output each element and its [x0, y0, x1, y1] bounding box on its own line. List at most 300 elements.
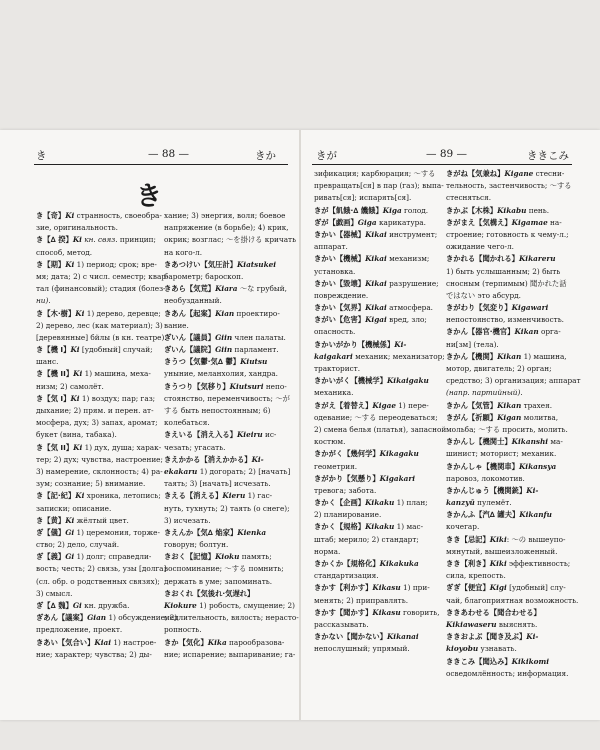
- entry-text: 3) намерение, склонность; 4) ра-: [36, 466, 163, 476]
- entry-text: мянутый, вышеизложенный.: [446, 546, 558, 556]
- entry-text: 1) машина, меха-: [82, 369, 151, 379]
- headword: きおくれ【気後れ·気遅れ】: [164, 588, 255, 598]
- entry-text: 1) настрое-: [111, 637, 157, 647]
- romaji: Gi: [65, 527, 75, 537]
- entry-text: штаб; мерило; 2) стандарт;: [314, 534, 419, 544]
- entry-line: [36, 429, 154, 441]
- entry-line: [164, 539, 286, 551]
- romaji: Kiutsuri: [229, 381, 264, 391]
- romaji: Kikai: [365, 254, 387, 264]
- entry-line: [446, 205, 574, 217]
- romaji: Ki: [75, 308, 85, 318]
- headword: きか【気化】: [164, 637, 208, 647]
- romaji: ekakaru: [164, 466, 198, 476]
- headword: き【記·紀】: [36, 491, 76, 501]
- romaji: Giin: [215, 345, 233, 355]
- entry-line: [314, 168, 439, 180]
- entry-text: парообразова-: [226, 637, 285, 647]
- headword: きがまえ【気構え】: [446, 217, 512, 227]
- headword: きかく【企画】: [314, 498, 366, 508]
- entry-text: 1) гас-: [245, 491, 273, 501]
- entry-line: [164, 271, 286, 283]
- entry-text: молитва,: [521, 412, 559, 422]
- entry-text: [удобный] слу-: [506, 583, 566, 593]
- entry-line: [314, 314, 439, 326]
- romaji: Kieiru: [236, 430, 263, 440]
- entry-text: карикатура.: [376, 217, 426, 227]
- entry-line: [164, 551, 286, 563]
- entry-line: [314, 229, 439, 241]
- entry-text: зификация; карбюрация; ～する: [314, 169, 436, 178]
- romaji: Kikan: [497, 400, 522, 410]
- entry-line: [446, 314, 574, 326]
- entry-text: 1) машина,: [521, 351, 567, 361]
- headword: きかい【毀壊】: [314, 278, 366, 288]
- entry-line: [314, 363, 439, 375]
- romaji: Kigakari: [379, 473, 416, 483]
- entry-text: 1) обсуждение; 2): [106, 613, 178, 623]
- entry-line: [446, 595, 579, 607]
- romaji: Kikan: [514, 327, 539, 337]
- headword: きがね【気兼ね】: [446, 169, 505, 178]
- romaji: Kikaku: [365, 522, 395, 532]
- entry-text: непослушный; упрямый.: [314, 644, 410, 654]
- right-page-column-1: [314, 168, 447, 656]
- headword: きがわり【気変り】: [446, 303, 512, 313]
- entry-line: [446, 241, 574, 253]
- entry-text: мя; дата; 2) с числ. семестр; квар-: [36, 271, 169, 281]
- entry-text: 1) при-: [400, 583, 430, 593]
- entry-line: [36, 320, 163, 332]
- entry-line: [164, 612, 299, 624]
- entry-text: на кого-л.: [164, 247, 203, 257]
- entry-line: [446, 619, 574, 631]
- romaji: Kiga: [382, 205, 402, 215]
- headword: き【∆ 揆】: [36, 235, 73, 245]
- entry-text: ни[зм] (тела).: [446, 339, 499, 349]
- romaji: Kikiawaseru: [446, 619, 497, 629]
- entry-text: низм; 2) самолёт.: [36, 381, 104, 391]
- entry-text: сила, крепость.: [446, 571, 506, 581]
- romaji: Kikai: [365, 278, 387, 288]
- entry-line: [314, 326, 439, 338]
- entry-line: [36, 563, 167, 575]
- entry-line: [446, 351, 574, 363]
- entry-text: 1) церемония, торже-: [74, 527, 160, 537]
- right-header-left: きが: [316, 150, 337, 162]
- romaji: kaigakari: [314, 351, 353, 361]
- entry-line: [314, 473, 439, 485]
- romaji: Kikan: [497, 351, 522, 361]
- headword: きかない【聞かない】: [314, 632, 387, 642]
- entry-text: тревога; забота.: [314, 485, 377, 495]
- entry-line: [446, 546, 574, 558]
- entry-text: дыхание; 2) прям. и перен. ат-: [36, 406, 154, 415]
- entry-line: [36, 271, 169, 283]
- headword: きおく【記憶】: [164, 552, 216, 562]
- entry-line: [314, 436, 439, 448]
- left-header-right: きか: [255, 150, 276, 162]
- entry-text: повреждение.: [314, 290, 369, 300]
- entry-line: [164, 234, 297, 246]
- romaji: Kikabu: [497, 205, 527, 215]
- entry-line: [36, 344, 154, 356]
- entry-line: [164, 356, 286, 368]
- entry-line: [314, 387, 439, 399]
- entry-line: [164, 442, 286, 454]
- left-header-rule: [34, 164, 288, 165]
- entry-line: [446, 558, 574, 570]
- entry-line: [314, 546, 439, 558]
- entry-line: [314, 485, 439, 497]
- headword: きかんしゃ【機関車】: [446, 461, 519, 471]
- headword: ぎ【義】: [36, 552, 66, 562]
- entry-text: чезать; угасать.: [164, 442, 226, 452]
- romaji: Kiki: [489, 559, 507, 568]
- headword: きえる【消える】: [164, 491, 223, 501]
- romaji: Kigamae: [511, 217, 548, 227]
- entry-line: [164, 259, 286, 271]
- entry-text: хание; 3) энергия, воля; боевое: [164, 211, 286, 220]
- entry-text: ние; испарение; выпаривание; га-: [164, 649, 296, 659]
- entry-line: [164, 478, 286, 490]
- headword: き【期】: [36, 259, 66, 269]
- entry-line: [36, 405, 154, 417]
- romaji: Kikaigaku: [386, 376, 429, 386]
- entry-line: [36, 283, 166, 295]
- entry-line: [314, 412, 439, 424]
- entry-line: [446, 387, 574, 399]
- entry-text: шинист; моторист; механик.: [446, 449, 557, 459]
- entry-text: 3) исчезать.: [164, 515, 211, 525]
- romaji: Ki: [72, 235, 82, 245]
- headword: き【気 II】: [36, 442, 74, 452]
- romaji: Kienka: [237, 527, 267, 537]
- entry-text: проектиро-: [234, 308, 280, 318]
- headword: きが【飢餓·∆ 饑餓】: [314, 205, 383, 215]
- entry-text: 1) быть услышанным; 2) быть: [446, 266, 561, 276]
- entry-text: 1) мас-: [394, 522, 424, 532]
- romaji: Ki: [75, 491, 85, 501]
- entry-text: ропность.: [164, 625, 202, 635]
- entry-line: [36, 393, 154, 405]
- headword: ききあわせる【聞合わせる】: [446, 607, 541, 617]
- entry-line: [314, 424, 447, 436]
- entry-line: [446, 485, 574, 497]
- entry-text: 1) пере-: [395, 400, 429, 410]
- romaji: Ki-: [526, 485, 539, 495]
- romaji: Kikasu: [372, 607, 401, 617]
- entry-text: пулемёт.: [474, 498, 512, 508]
- entry-line: [36, 259, 157, 271]
- headword: ききこみ【聞込み】: [446, 656, 512, 666]
- entry-text: механизм;: [386, 254, 430, 264]
- entry-line: [446, 448, 574, 460]
- entry-line: [36, 612, 178, 624]
- entry-text: орга-: [538, 327, 561, 337]
- entry-text: 1) робость, смущение; 2): [196, 601, 296, 610]
- entry-line: [314, 461, 439, 473]
- entry-text: напряжение (в борьбе); 4) крик,: [164, 223, 289, 233]
- romaji: Ki: [70, 345, 80, 355]
- romaji: Gi: [72, 601, 82, 610]
- entry-line: [36, 466, 163, 478]
- headword: ぎ【∆ 魏】: [36, 601, 73, 610]
- entry-line: [446, 302, 574, 314]
- romaji: Kikansya: [518, 461, 557, 471]
- entry-line: [36, 368, 154, 380]
- entry-text: инструмент;: [386, 229, 438, 239]
- entry-line: [164, 429, 286, 441]
- entry-text: предложение, проект.: [36, 625, 123, 635]
- headword: き【奇】: [36, 211, 66, 220]
- entry-text: сносным (терпимым) 聞かれた話: [446, 278, 567, 288]
- right-page-column-2: [446, 168, 581, 680]
- entry-line: [36, 381, 154, 393]
- entry-text: геометрия.: [314, 461, 358, 471]
- entry-text: эффективность;: [506, 559, 571, 568]
- romaji: Ki: [70, 393, 80, 403]
- entry-line: [314, 241, 439, 253]
- entry-text: 3) смысл.: [36, 588, 73, 598]
- entry-text: таять; 3) [начать] исчезать.: [164, 479, 271, 489]
- romaji: Ki: [73, 369, 83, 379]
- headword: きうつり【気移り】: [164, 381, 230, 391]
- entry-line: [314, 607, 439, 619]
- romaji: Gian: [87, 613, 107, 623]
- entry-line: [164, 308, 286, 320]
- entry-line: [164, 381, 286, 393]
- entry-line: [446, 217, 574, 229]
- entry-line: [36, 308, 161, 320]
- entry-line: [446, 534, 574, 546]
- entry-text: держать в уме; запоминать.: [164, 576, 273, 586]
- headword: きかれる【聞かれる】: [446, 254, 519, 264]
- romaji: Ki: [65, 259, 75, 269]
- entry-line: [164, 454, 286, 466]
- headword: きかす【聞かす】: [314, 607, 373, 617]
- entry-line: [314, 521, 439, 533]
- entry-text: на-: [547, 217, 562, 227]
- entry-line: [36, 527, 160, 539]
- headword: きえんか【気∆ 焔家】: [164, 527, 238, 537]
- entry-text: превращать[ся] в пар (газ); выпа-: [314, 181, 444, 191]
- headword: ぎぎ【便宜】: [446, 583, 490, 593]
- romaji: Kiatsukei: [236, 259, 277, 269]
- romaji: Kian: [215, 308, 235, 318]
- entry-text: механика.: [314, 388, 354, 398]
- headword: きかんし【機関士】: [446, 437, 512, 447]
- entry-text: вред, зло;: [386, 315, 427, 325]
- headword: き【機 II】: [36, 369, 74, 379]
- entry-line: [446, 570, 574, 582]
- entry-text: непостоянство, изменчивость.: [446, 315, 564, 325]
- entry-line: [36, 454, 163, 466]
- entry-line: [36, 624, 154, 636]
- entry-line: [36, 356, 154, 368]
- entry-line: [446, 424, 574, 436]
- entry-line: [36, 637, 157, 649]
- headword: きかい【気界】: [314, 303, 366, 313]
- romaji: Kigan: [497, 412, 522, 422]
- romaji: Kigane: [504, 169, 534, 178]
- headword: きかがく【幾何学】: [314, 449, 380, 459]
- entry-text: 2) дерево, лес (как материал); 3): [36, 320, 163, 330]
- entry-line: [314, 339, 439, 351]
- headword: きえかかる【消えかかる】: [164, 454, 252, 464]
- entry-line: [446, 229, 574, 241]
- entry-text: воспоминание; ～する помнить;: [164, 564, 284, 574]
- entry-line: [446, 400, 574, 412]
- romaji: Kikakuka: [379, 559, 419, 568]
- headword: きかんふ【汽∆ 罐夫】: [446, 510, 520, 520]
- romaji: Kikanshi: [511, 437, 549, 447]
- entry-line: [446, 375, 581, 387]
- entry-text: голод.: [401, 205, 429, 215]
- entry-line: [314, 180, 444, 192]
- entry-line: [164, 344, 286, 356]
- entry-text: уныние, меланхолия, хандра.: [164, 369, 278, 379]
- entry-line: [446, 497, 574, 509]
- entry-line: [446, 412, 574, 424]
- entry-text: окрик; возглас; ～を掛ける кричать: [164, 235, 297, 245]
- romaji: Kiai: [94, 637, 111, 647]
- headword: ぎ【儀】: [36, 527, 66, 537]
- entry-line: [314, 558, 439, 570]
- entry-text: вание.: [164, 320, 189, 330]
- entry-text: мотор, двигатель; 2) орган;: [446, 364, 552, 373]
- entry-line: [36, 503, 154, 515]
- entry-line: [314, 290, 439, 302]
- left-header-left: き: [36, 150, 47, 162]
- entry-line: [446, 473, 574, 485]
- headword: きかん【機関】: [446, 351, 498, 361]
- entry-text: вость; честь; 2) связь, узы [долга]: [36, 564, 167, 574]
- entry-text: выяснять.: [496, 619, 538, 629]
- entry-line: [164, 417, 286, 429]
- romaji: Ki-: [394, 339, 407, 349]
- entry-text: говорун; болтун.: [164, 540, 229, 550]
- entry-text: хроника, летопись;: [84, 491, 161, 501]
- entry-line: [314, 595, 439, 607]
- headword: きがい【危害】: [314, 315, 366, 325]
- headword: きあつけい【気圧計】: [164, 259, 237, 269]
- entry-line: [164, 527, 286, 539]
- entry-line: [446, 582, 574, 594]
- left-page-number: — 88 —: [148, 148, 190, 160]
- romaji: Ki-: [251, 454, 264, 464]
- entry-line: [164, 600, 296, 612]
- entry-line: [36, 417, 158, 429]
- entry-line: [164, 515, 286, 527]
- entry-line: [164, 320, 286, 332]
- entry-text: кн. дружба.: [81, 601, 130, 610]
- entry-text: нуть, тухнуть; 2) таять (о снеге);: [164, 503, 290, 513]
- entry-text: тельность, застенчивость; ～する: [446, 181, 572, 191]
- romaji: Kigi: [489, 583, 507, 593]
- entry-text: 1) догорать; 2) [начать]: [197, 466, 291, 476]
- entry-line: [164, 210, 286, 222]
- entry-line: [36, 210, 162, 222]
- romaji: Ki: [65, 515, 75, 525]
- entry-text: принцип;: [117, 235, 156, 245]
- entry-line: [446, 363, 574, 375]
- entry-line: [36, 222, 154, 234]
- romaji: Kiki: [489, 534, 507, 544]
- entry-line: [446, 339, 574, 351]
- headword: きがえ【着替え】: [314, 400, 373, 410]
- entry-text: стесни-: [533, 169, 565, 178]
- entry-line: [446, 461, 574, 473]
- entry-line: [446, 668, 574, 680]
- headword: きかぶ【木株】: [446, 205, 498, 215]
- entry-line: [314, 497, 439, 509]
- entry-line: [446, 631, 574, 643]
- entry-text: барометр; бароскоп.: [164, 271, 244, 281]
- headword: きかん【気管】: [446, 400, 498, 410]
- romaji: Kikikomi: [511, 656, 550, 666]
- romaji: Kikai: [365, 229, 387, 239]
- entry-text: средство; 3) организация; аппарат: [446, 376, 581, 386]
- entry-line: [164, 368, 286, 380]
- entry-line: [36, 490, 161, 502]
- headword: きかん【器官·機官】: [446, 327, 515, 337]
- entry-text: зум; сознание; 5) внимание.: [36, 479, 146, 489]
- entry-line: [36, 478, 154, 490]
- right-page-number: — 89 —: [426, 148, 468, 160]
- romaji: kanzyū: [446, 498, 475, 508]
- entry-text: стесняться.: [446, 193, 492, 203]
- entry-line: [36, 442, 162, 454]
- entry-text: говорить,: [400, 607, 440, 617]
- entry-line: [164, 222, 289, 234]
- entry-line: [446, 290, 574, 302]
- romaji: Ki-: [526, 632, 539, 642]
- entry-text: ние; характер; чувства; 2) ды-: [36, 649, 152, 659]
- romaji: Kika: [207, 637, 227, 647]
- entry-text: память;: [239, 552, 272, 562]
- romaji: Kikasu: [372, 583, 401, 593]
- romaji: Kiara: [215, 284, 238, 294]
- headword: きき【利き】: [446, 559, 490, 568]
- entry-line: [164, 624, 286, 636]
- entry-text: колебаться.: [164, 418, 210, 428]
- entry-text: 1) дух, душа; харак-: [82, 442, 162, 452]
- entry-line: [446, 168, 574, 180]
- headword: きき【忌記】: [446, 534, 490, 544]
- entry-text: непо-: [263, 381, 287, 391]
- romaji: Ki: [73, 442, 83, 452]
- entry-text: (сл. обр. о родственных связях);: [36, 576, 160, 586]
- entry-text: рассказывать.: [314, 619, 369, 629]
- headword: ぎいん【議院】: [164, 345, 216, 355]
- entry-text: трахея.: [521, 400, 553, 410]
- entry-text: строение; готовность к чему-л.;: [446, 229, 569, 239]
- right-header-right: ききこみ: [527, 150, 569, 162]
- entry-line: [314, 302, 439, 314]
- romaji: Kikagaku: [379, 449, 419, 459]
- entry-text: паровоз, локомотив.: [446, 473, 525, 483]
- entry-text: способ, метод.: [36, 247, 93, 257]
- entry-line: [314, 351, 445, 363]
- entry-line: [36, 515, 154, 527]
- entry-line: [314, 534, 439, 546]
- entry-line: [36, 588, 154, 600]
- headword: きかす【利かす】: [314, 583, 373, 593]
- entry-line: [164, 393, 290, 405]
- entry-text: аппарат.: [314, 242, 348, 252]
- entry-line: [164, 332, 286, 344]
